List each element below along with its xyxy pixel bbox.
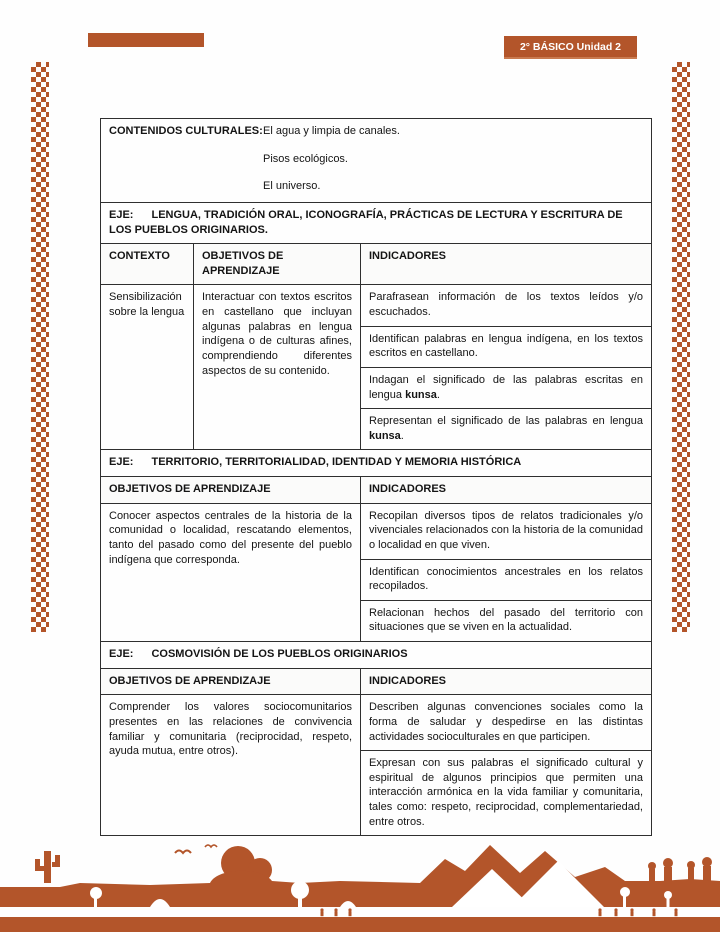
eje-text: COSMOVISIÓN DE LOS PUEBLOS ORIGINARIOS: [151, 648, 408, 660]
col-header-indicadores: INDICADORES: [361, 244, 652, 285]
table-row: [101, 695, 652, 751]
header-row-1: [101, 244, 652, 285]
indicador-cell: [361, 367, 652, 408]
indicador-text: Representan el significado de las palabras en lengua: [369, 415, 643, 428]
objetivo-cell: Conocer aspectos centrales de la historia de la comunidad o localidad, rescatando elementos, tanto del pasado como del presente del pueblo indígena que corresponda.: [101, 503, 361, 641]
eje-row-2: [101, 450, 652, 477]
indicador-cell: Relacionan hechos del pasado del territorio con situaciones que se viven en la actualidad.: [361, 600, 652, 641]
eje-text: TERRITORIO, TERRITORIALIDAD, IDENTIDAD Y MEMORIA HISTÓRICA: [151, 456, 522, 469]
top-left-accent-bar: [88, 33, 204, 47]
col-header-objetivos: OBJETIVOS DE APRENDIZAJE: [101, 668, 361, 695]
contenidos-row: [101, 119, 652, 203]
eje-row-1: [101, 202, 652, 243]
curriculum-table: [100, 118, 652, 836]
indicador-cell: Expresan con sus palabras el significado cultural y espiritual de algunos principios que permiten una interacción armónica en la vida familiar y comunitaria, tales como: respeto, reciprocidad, complementariedad, entre otros.: [361, 751, 652, 836]
eje-label: EJE:: [109, 648, 134, 660]
col-header-contexto: CONTEXTO: [101, 244, 194, 285]
col-header-objetivos: OBJETIVOS DE APRENDIZAJE: [101, 477, 361, 504]
contenidos-label: CONTENIDOS CULTURALES:: [109, 125, 263, 137]
eje-cell-2: [101, 450, 652, 477]
table-row: [101, 503, 652, 559]
contexto-cell: Sensibilización sobre la lengua: [101, 285, 194, 450]
eje-cell-3: [101, 642, 652, 669]
col-header-indicadores: INDICADORES: [361, 477, 652, 504]
footer-orange-silhouettes: [0, 845, 720, 932]
table-row: [101, 285, 652, 326]
indicador-bold: kunsa: [369, 429, 401, 442]
objetivo-cell: Interactuar con textos escritos en castellano que incluyan algunas palabras en lengua indígena o de culturas afines, comprendiendo diferentes aspectos de su contenido.: [194, 285, 361, 450]
contenidos-item: Pisos ecológicos.: [263, 152, 348, 165]
indicador-cell: Recopilan diversos tipos de relatos tradicionales y/o vivenciales relacionados con la historia de la comunidad o localidad en que viven.: [361, 503, 652, 559]
footer-illustration: [0, 837, 720, 932]
eje-row-3: [101, 642, 652, 669]
eje-label: EJE:: [109, 456, 134, 469]
indicador-suffix: .: [400, 429, 404, 442]
right-ornament-border: [672, 62, 690, 632]
indicador-cell: [361, 285, 652, 326]
contenidos-cell: [101, 119, 652, 203]
header-row-2: [101, 477, 652, 504]
col-header-indicadores: INDICADORES: [361, 668, 652, 695]
eje-cell-1: [101, 202, 652, 243]
col-header-objetivos: OBJETIVOS DE APRENDIZAJE: [194, 244, 361, 285]
unit-badge-label: 2° BÁSICO Unidad 2: [519, 41, 622, 53]
indicador-cell: [361, 326, 652, 367]
eje-label: EJE:: [109, 208, 134, 221]
unit-badge: [504, 36, 637, 59]
indicador-cell: Identifican conocimientos ancestrales en los relatos recopilados.: [361, 559, 652, 600]
eje-text: LENGUA, TRADICIÓN ORAL, ICONOGRAFÍA, PRÁCTICAS DE LECTURA Y ESCRITURA DE LOS PUEBLOS ORIGINARIOS.: [109, 208, 623, 236]
objetivo-cell: Comprender los valores sociocomunitarios presentes en las relaciones de convivencia familiar y comunitaria (reciprocidad, respeto, ayuda mutua, entre otros).: [101, 695, 361, 836]
indicador-text: Parafrasean información de los textos leídos y/o escuchados.: [369, 291, 643, 318]
indicador-cell: [361, 409, 652, 450]
contenidos-item: El universo.: [263, 180, 321, 193]
indicador-suffix: .: [436, 388, 440, 401]
contenidos-item: El agua y limpia de canales.: [263, 125, 400, 137]
indicador-cell: Describen algunas convenciones sociales como la forma de saludar y despedirse en las distintas actividades socioculturales en que participen.: [361, 695, 652, 751]
indicador-text: Identifican palabras en lengua indígena, en los textos escritos en castellano.: [369, 332, 643, 360]
left-ornament-border: [31, 62, 49, 632]
contenidos-items: [263, 124, 643, 196]
indicador-text: Indagan el significado de las palabras escritas en lengua: [369, 373, 643, 401]
header-row-3: [101, 668, 652, 695]
indicador-bold: kunsa: [405, 388, 437, 401]
